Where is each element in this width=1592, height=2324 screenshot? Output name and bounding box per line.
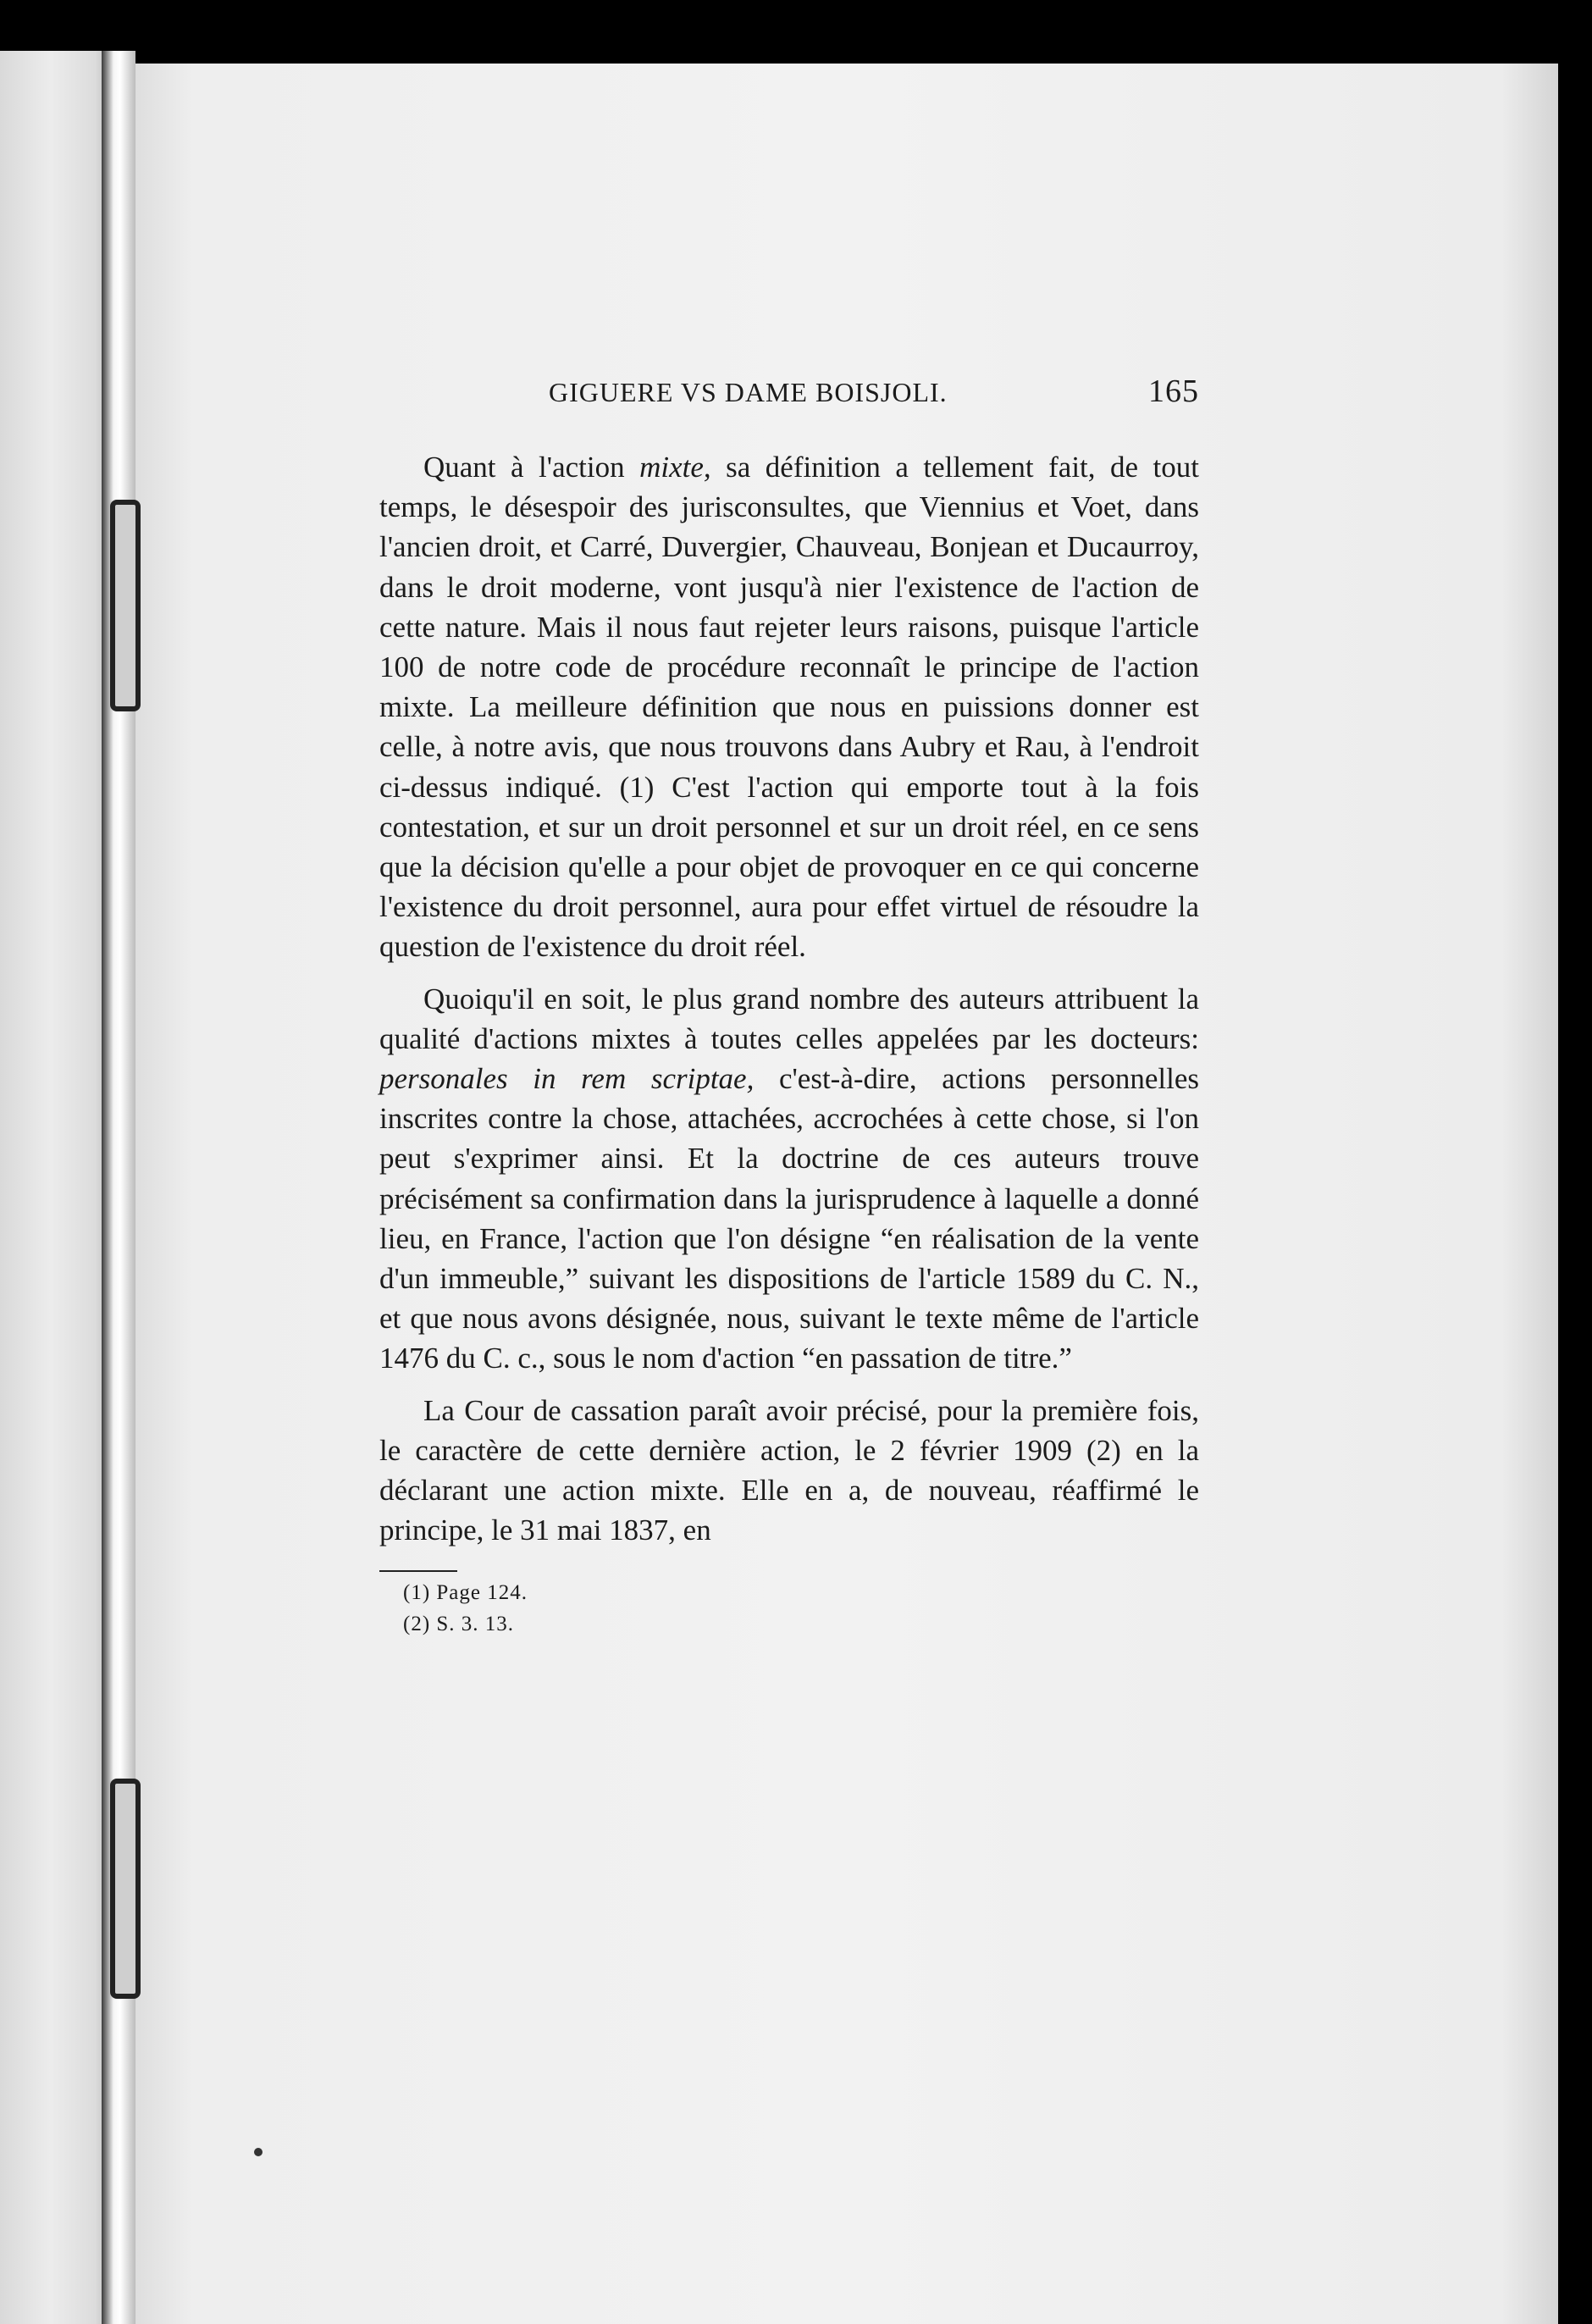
- italic-run: personales in rem scriptae,: [379, 1062, 755, 1096]
- footnote-separator: [379, 1570, 457, 1572]
- footnote-1: (1) Page 124.: [403, 1581, 528, 1605]
- page-text-block: [379, 373, 1199, 1640]
- text-run: Quoiqu'il en soit, le plus grand nombre des auteurs attribuent la qualité d'actions mixtes à toutes celles appelées par les docteurs:: [379, 982, 1199, 1055]
- text-run: Quant à l'action: [423, 451, 640, 484]
- text-run: sa définition a tellement fait, de tout temps, le désespoir des jurisconsultes, que Viennius et Voet, dans l'ancien droit, et Carré, Duvergier, Chauveau, Bonjean et Ducaurroy, dans le droit moderne, vont jusqu'à nier l'existence de l'action de cette nature. Mais il nous faut rejeter leurs raisons, puisque l'article 100 de notre code de procédure reconnaît le principe de l'action mixte. La meilleure définition que nous en puissions donner est celle, à notre avis, que nous trouvons dans Aubry et Rau, à l'endroit ci-dessus indiqué. (1) C'est l'action qui emporte tout à la fois contestation, et sur un droit personnel et sur un droit réel, en ce sens que la décision qu'elle a pour objet de provoquer en ce qui concerne l'existence du droit personnel, aura pour effet virtuel de résoudre la question de l'existence du droit réel.: [379, 451, 1199, 964]
- footnote-2: (2) S. 3. 13.: [403, 1613, 515, 1636]
- text-run: c'est-à-dire, actions personnelles inscrites contre la chose, attachées, accrochées à cette chose, si l'on peut s'exprimer ainsi. Et la doctrine de ces auteurs trouve précisément sa confirmation dans la jurisprudence à laquelle a donné lieu, en France, l'action que l'on désigne “en réalisation de la vente d'un immeuble,” suivant les dispositions de l'article 1589 du C. N., et que nous avons désignée, nous, suivant le texte même de l'article 1476 du C. c., sous le nom d'action “en passation de titre.”: [379, 1062, 1199, 1375]
- paragraph-1: [379, 447, 1199, 967]
- running-head: [379, 373, 1199, 410]
- binding-clip-top: [110, 500, 141, 711]
- paragraph-3: [379, 1391, 1199, 1551]
- binding-clip-bottom: [110, 1779, 141, 1999]
- page-number: 165: [1148, 374, 1199, 409]
- running-head-title: GIGUERE VS DAME BOISJOLI.: [549, 377, 948, 407]
- italic-run: mixte,: [639, 451, 711, 484]
- ink-speck: [254, 2148, 263, 2156]
- paragraph-2: [379, 979, 1199, 1379]
- text-run: La Cour de cassation paraît avoir précisé, pour la première fois, le caractère de cette dernière action, le 2 février 1909 (2) en la déclarant une action mixte. Elle en a, de nouveau, réaffirmé le principe, le 31 mai 1837, en: [379, 1393, 1199, 1547]
